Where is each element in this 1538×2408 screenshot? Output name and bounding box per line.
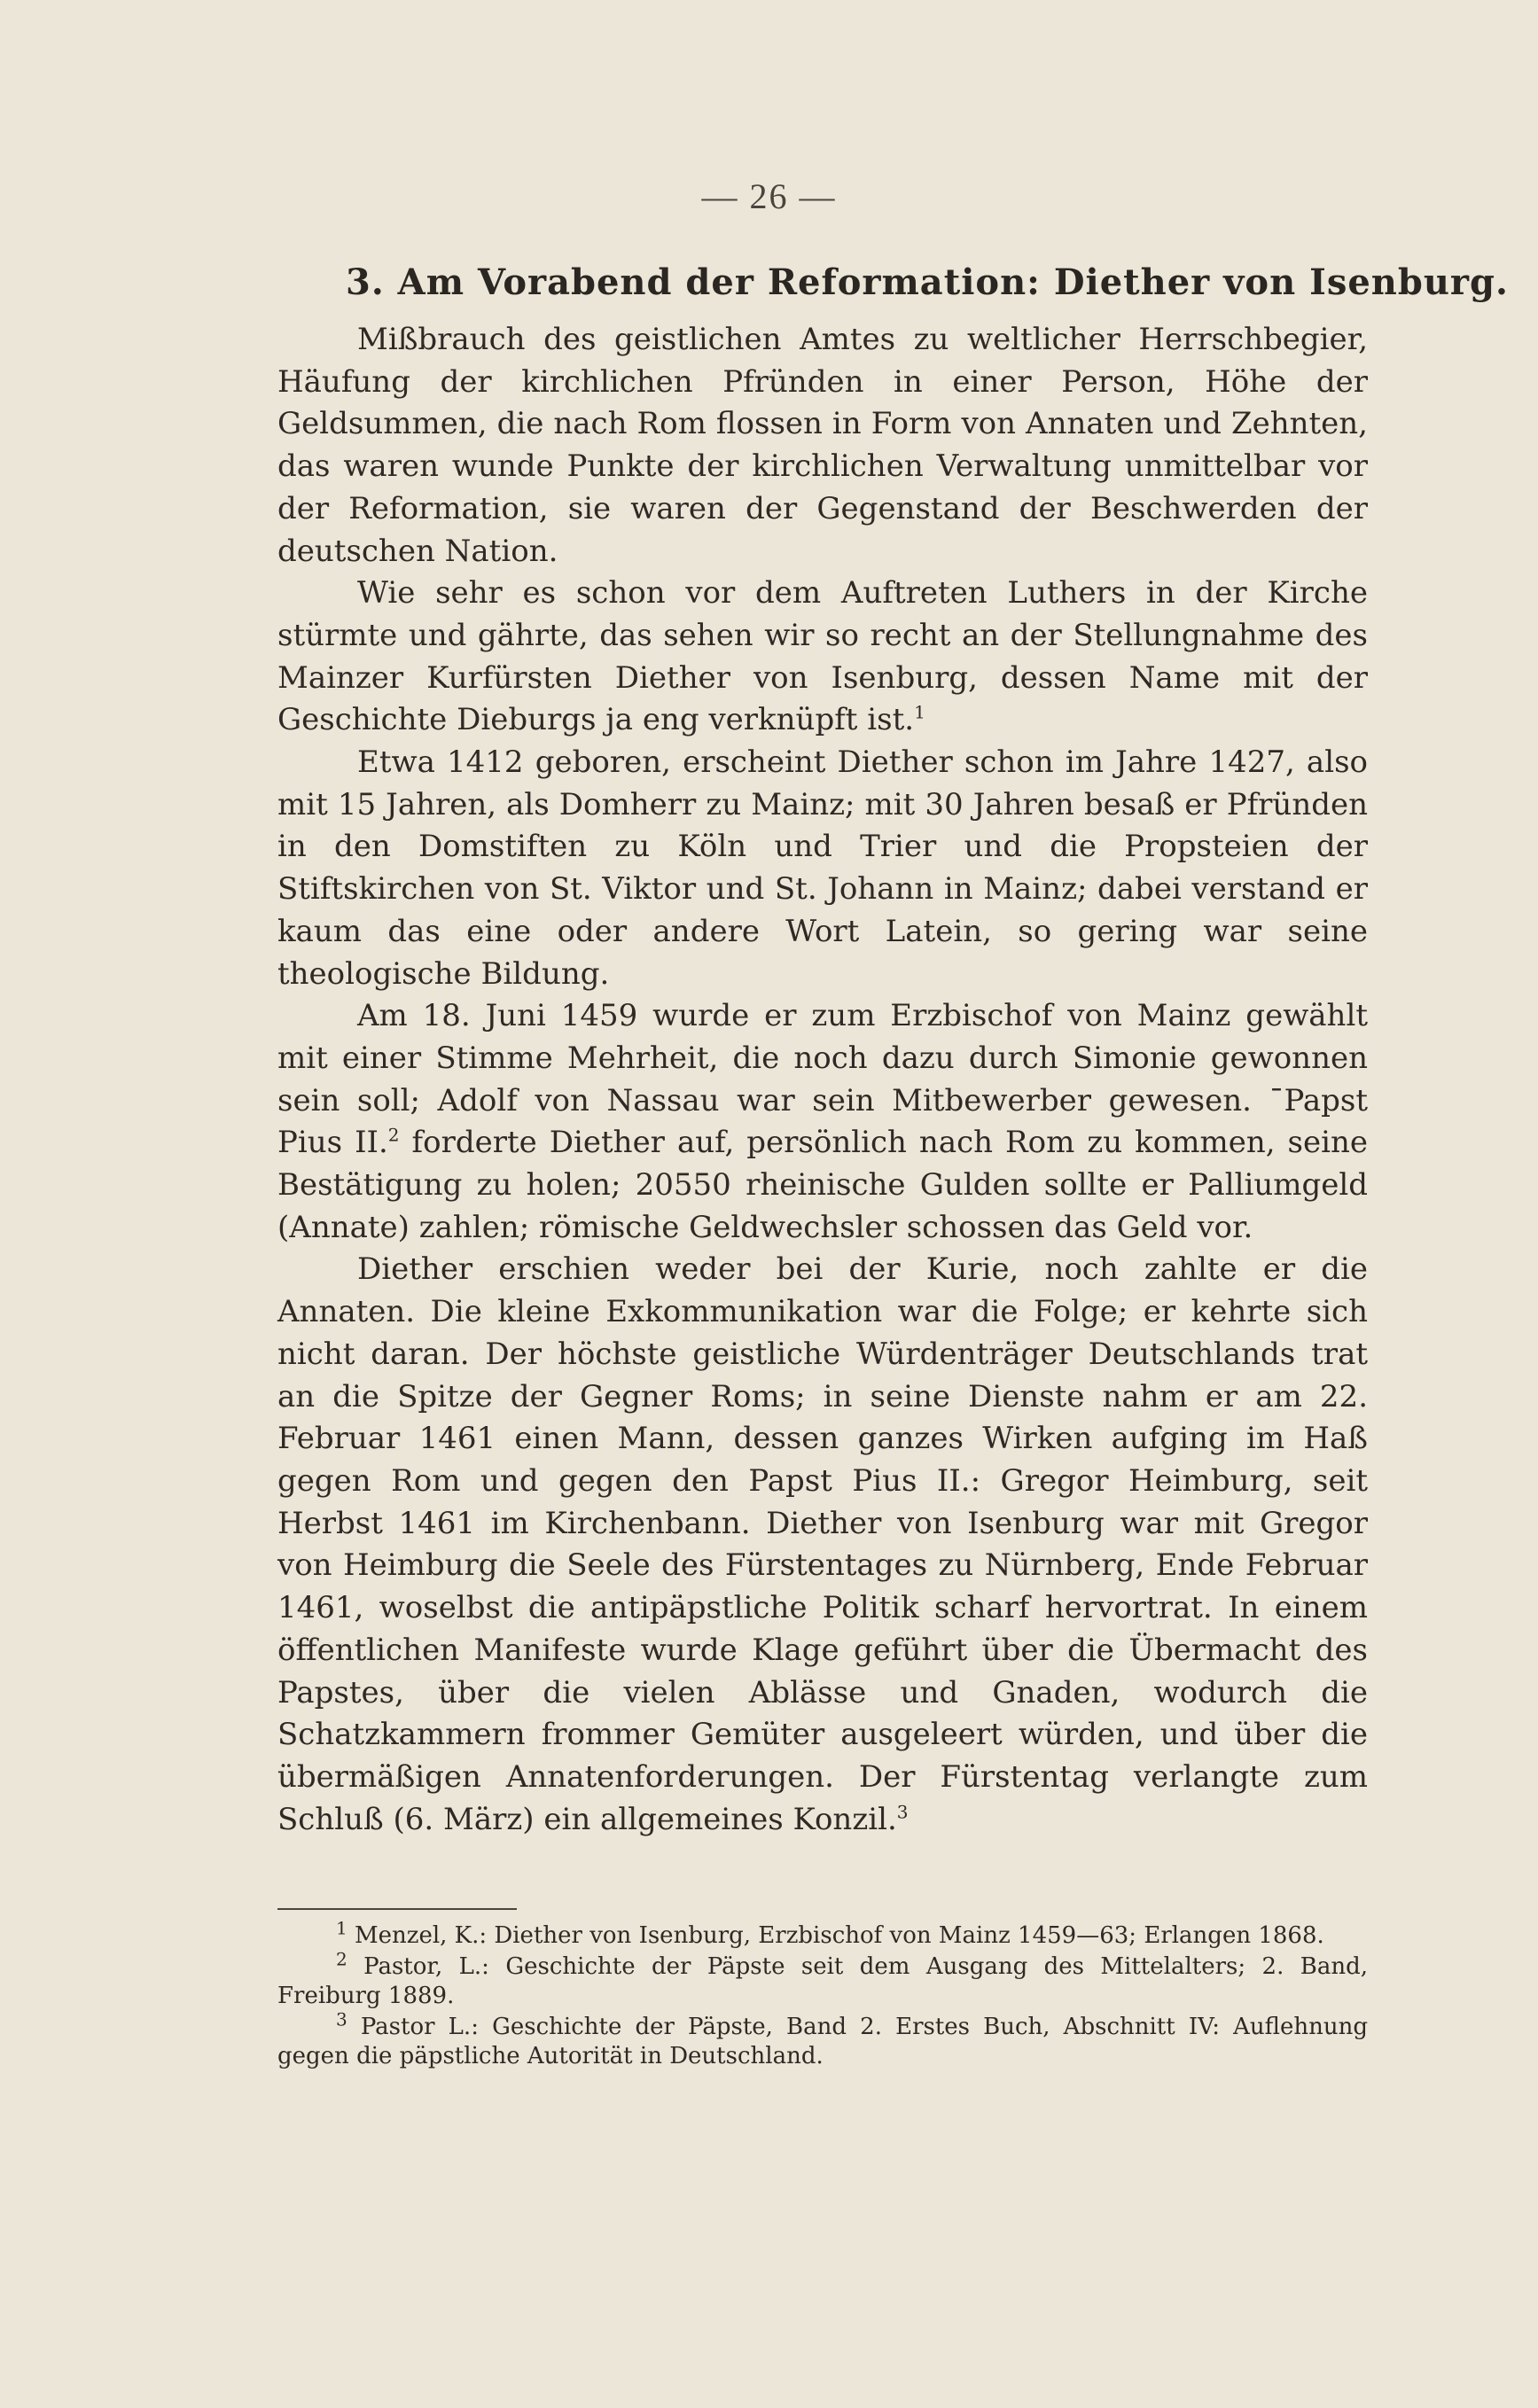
paragraph bbox=[277, 319, 1368, 573]
paragraph-text: forderte Diether auf, persönlich nach Rom zu kommen, seine Bestätigung zu holen; 20550 rheinische Gulden sollte er Palliumgeld (Annate) zahlen; römische Geldwechsler schossen das Geld vor. bbox=[277, 1125, 1369, 1245]
body-text bbox=[277, 319, 1368, 1841]
footnote-reference: 2 bbox=[387, 1125, 400, 1147]
paragraph-text: Mißbrauch des geistlichen Amtes zu weltlicher Herrschbegier, Häufung der kirchlichen Pfründen in einer Person, Höhe der Geldsummen, die nach Rom flossen in Form von Annaten und Zehnten, das waren wunde Punkte der kirchlichen Verwaltung unmittelbar vor der Reformation, sie waren der Gegenstand der Beschwerden der deutschen Nation. bbox=[277, 322, 1368, 569]
footnote-text: Pastor L.: Geschichte der Päpste, Band 2. Erstes Buch, Abschnitt IV: Auflehnung gegen die päpstliche Autorität in Deutschland. bbox=[277, 2014, 1368, 2069]
page-number: — 26 — bbox=[701, 176, 837, 216]
paragraph bbox=[277, 742, 1368, 995]
footnote bbox=[277, 1948, 1368, 2011]
footnotes bbox=[277, 1917, 1368, 2073]
footnote-mark: 1 bbox=[336, 1917, 347, 1939]
paragraph-text: Am 18. Juni 1459 wurde er zum Erzbischof von Mainz gewählt mit einer Stimme Mehrheit, die noch dazu durch Simonie gewonnen sein soll; Adolf von Nassau war sein Mitbewerber gewesen. ˉPapst Pius II. bbox=[277, 998, 1368, 1161]
footnote bbox=[277, 2008, 1368, 2071]
footnote-text: Menzel, K.: Diether von Isenburg, Erzbischof von Mainz 1459—63; Erlangen 1868. bbox=[347, 1922, 1324, 1949]
footnote-divider bbox=[277, 1908, 517, 1910]
paragraph-text: Etwa 1412 geboren, erscheint Diether schon im Jahre 1427, also mit 15 Jahren, als Domherr zu Mainz; mit 30 Jahren besaß er Pfründen in den Domstiften zu Köln und Trier und die Propsteien der Stiftskirchen von St. Viktor und St. Johann in Mainz; dabei verstand er kaum das eine oder andere Wort Latein, so gering war seine theologische Bildung. bbox=[277, 744, 1368, 992]
paragraph-text: Diether erschien weder bei der Kurie, noch zahlte er die Annaten. Die kleine Exkommunikation war die Folge; er kehrte sich nicht daran. Der höchste geistliche Würdenträger Deutschlands trat an die Spitze der Gegner Roms; in seine Dienste nahm er am 22. Februar 1461 einen Mann, dessen ganzes Wirken aufging im Haß gegen Rom und gegen den Papst Pius II.: Gregor Heimburg, seit Herbst 1461 im Kirchenbann. Diether von Isenburg war mit Gregor von Heimburg die Seele des Fürstentages zu Nürnberg, Ende Februar 1461, woselbst die antipäpstliche Politik scharf hervortrat. In einem öffentlichen Manifeste wurde Klage geführt über die Übermacht des Papstes, über die vielen Ablässe und Gnaden, wodurch die Schatzkammern frommer Gemüter ausgeleert würden, und über die übermäßigen Annatenforderungen. Der Fürstentag verlangte zum Schluß (6. März) ein allgemeines Konzil. bbox=[277, 1251, 1368, 1837]
section-heading: 3. Am Vorabend der Reformation: Diether von Isenburg. bbox=[346, 261, 1509, 303]
paragraph bbox=[277, 573, 1368, 742]
paragraph bbox=[277, 995, 1368, 1249]
footnote-text: Pastor, L.: Geschichte der Päpste seit dem Ausgang des Mittelalters; 2. Band, Freiburg 1889. bbox=[277, 1953, 1368, 2009]
footnote-mark: 2 bbox=[336, 1948, 347, 1970]
footnote bbox=[277, 1917, 1368, 1951]
footnote-reference: 1 bbox=[914, 702, 925, 723]
paragraph bbox=[277, 1249, 1368, 1841]
footnote-reference: 3 bbox=[896, 1801, 909, 1823]
paragraph-text: Wie sehr es schon vor dem Auftreten Luthers in der Kirche stürmte und gährte, das sehen wir so recht an der Stellungnahme des Mainzer Kurfürsten Diether von Isenburg, dessen Name mit der Geschichte Dieburgs ja eng verknüpft ist. bbox=[277, 575, 1368, 738]
footnote-mark: 3 bbox=[336, 2008, 347, 2030]
